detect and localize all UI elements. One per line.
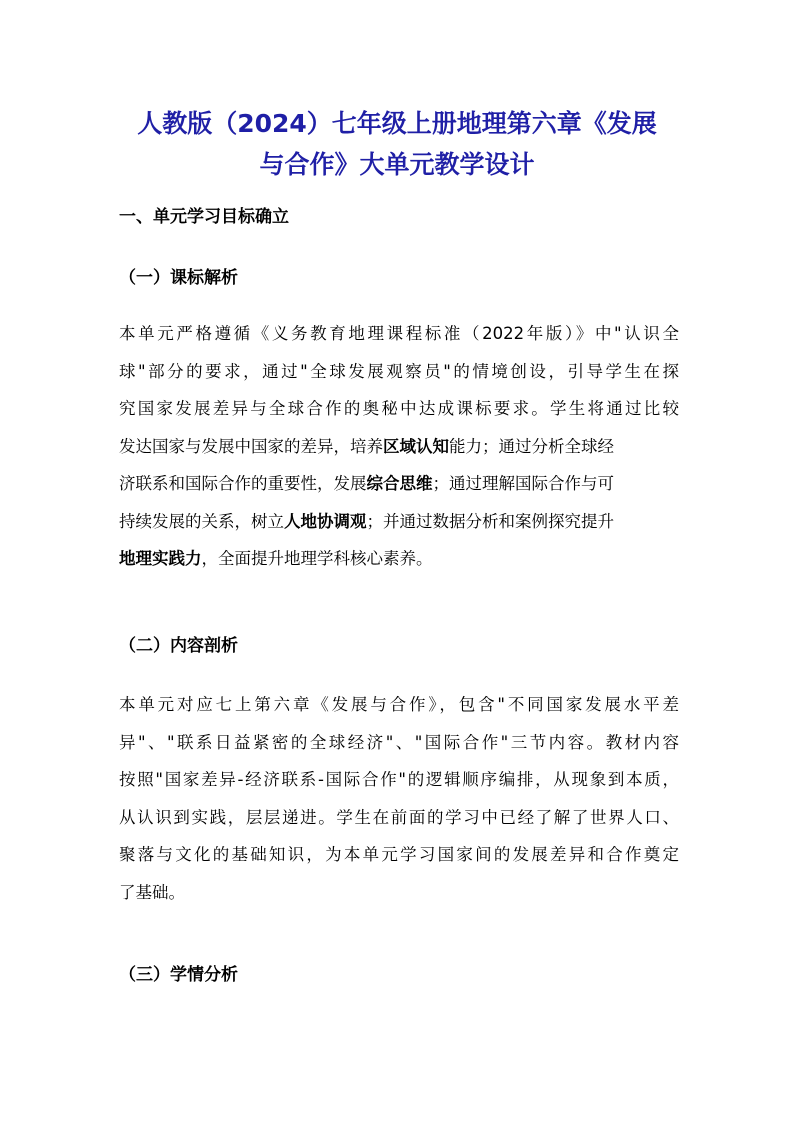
keyword-human-earth-harmony: 人地协调观: [284, 511, 367, 531]
keyword-regional-cognition: 区域认知: [383, 436, 449, 456]
paragraph-line: 球"部分的要求，通过"全球发展观察员"的情境创设，引导学生在探: [119, 361, 679, 381]
subsection-heading-content: （二）内容剖析: [119, 636, 238, 656]
paragraph-line: 本单元对应七上第六章《发展与合作》，包含"不同国家发展水平差: [119, 695, 679, 714]
paragraph-line: [119, 465, 679, 503]
paragraph-line: [119, 428, 679, 466]
paragraph-content-analysis: [119, 686, 679, 911]
subsection-heading-curriculum: （一）课标解析: [119, 268, 238, 288]
paragraph-line: 究国家发展差异与全球合作的奥秘中达成课标要求。学生将通过比较: [119, 399, 679, 418]
document-title: [100, 103, 694, 185]
paragraph-line: [119, 540, 679, 578]
paragraph-line: 从认识到实践，层层递进。学生在前面的学习中已经了解了世界人口、: [119, 807, 679, 827]
title-line-1: 人教版（2024）七年级上册地理第六章《发展: [137, 109, 657, 138]
paragraph-line: 了基础。: [119, 882, 185, 902]
paragraph-line: 聚落与文化的基础知识，为本单元学习国家间的发展差异和合作奠定: [119, 845, 679, 864]
text-run: ；通过理解国际合作与可: [432, 474, 614, 493]
section-heading-unit-goals: 一、单元学习目标确立: [119, 207, 289, 227]
subsection-heading-learner-analysis: （三）学情分析: [119, 965, 238, 985]
text-run: 发达国家与发展中国家的差异，培养: [119, 436, 383, 456]
paragraph-curriculum-analysis: [119, 315, 679, 578]
text-run: 持续发展的关系，树立: [119, 511, 284, 531]
text-run: ；并通过数据分析和案例探究提升: [366, 511, 614, 531]
text-run: 济联系和国际合作的重要性，发展: [119, 474, 367, 493]
paragraph-line: 异"、"联系日益紧密的全球经济"、"国际合作"三节内容。教材内容: [119, 732, 679, 752]
text-run: 能力；通过分析全球经: [449, 436, 614, 456]
title-line-2: 与合作》大单元教学设计: [259, 150, 535, 179]
paragraph-line: [119, 503, 679, 541]
paragraph-line: 按照"国家差异-经济联系-国际合作"的逻辑顺序编排，从现象到本质，: [119, 770, 679, 789]
keyword-geographic-practice: 地理实践力: [119, 549, 202, 568]
paragraph-line: 本单元严格遵循《义务教育地理课程标准（2022年版）》中"认识全: [119, 324, 679, 343]
text-run: ，全面提升地理学科核心素养。: [201, 549, 433, 568]
keyword-comprehensive-thinking: 综合思维: [366, 474, 433, 493]
